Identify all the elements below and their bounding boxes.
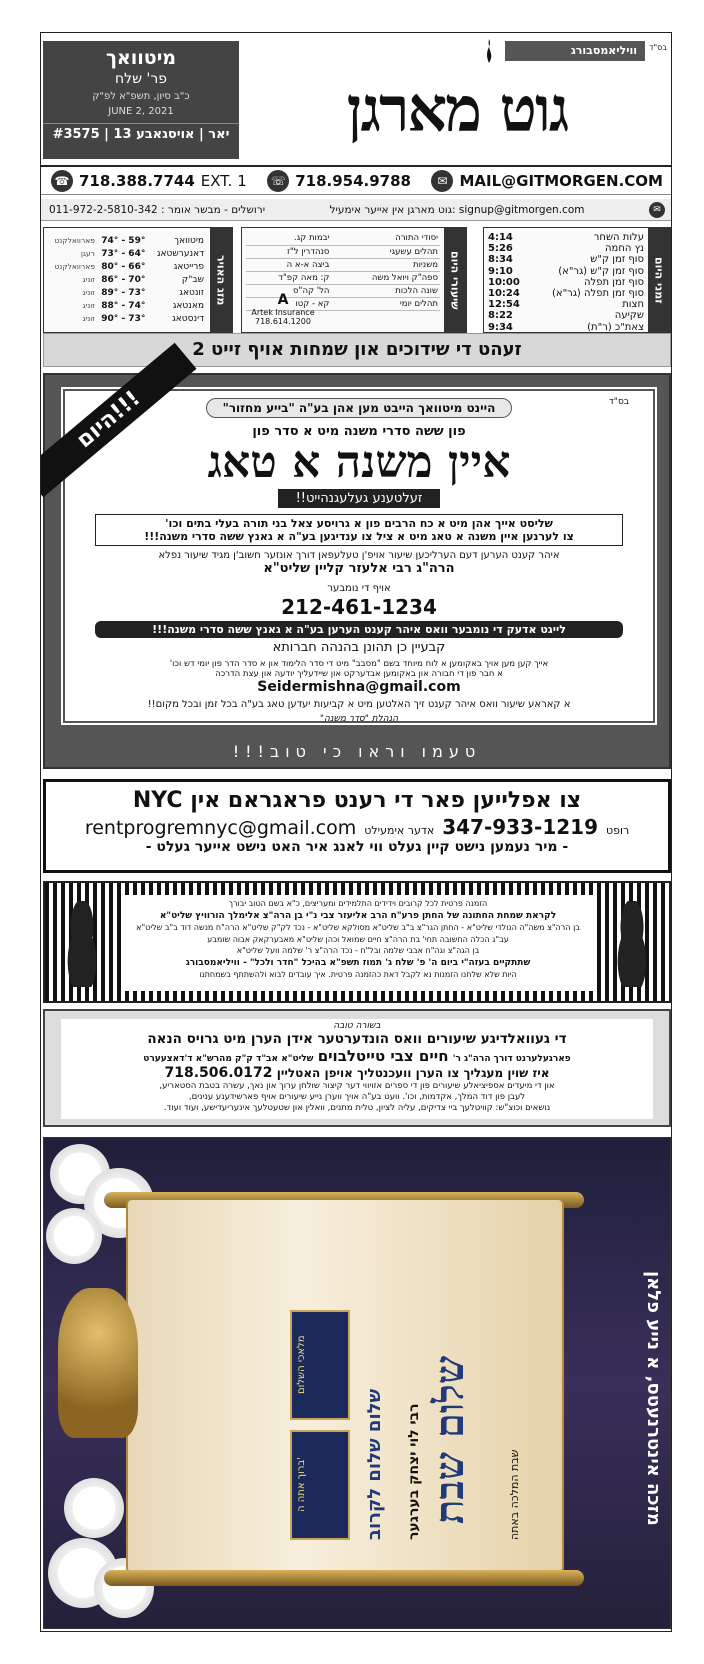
rent-program-ad	[43, 779, 671, 873]
sponsor-icon: A	[277, 292, 289, 308]
zmanim-time: 4:14	[488, 232, 513, 243]
ad4-tiny: בשורה טובה	[333, 1021, 381, 1031]
zmanim-row	[488, 310, 644, 321]
weather-row	[48, 273, 206, 286]
zmanim-label: נץ החמה	[605, 243, 644, 255]
invitation-text	[123, 895, 593, 991]
scroll-parchment	[126, 1198, 564, 1574]
weather-temp: 86° - 70°	[101, 274, 146, 285]
ad1-pill: היינט מיטוואך הייבט מען אהן בע"ה "בייע מחזור"	[206, 398, 513, 418]
inv-line7: היות שלא שלחנו הזמנות נא לקבל דאת כהזמנה פרטית. איך עובדים לבוא ולהשתתף בשמחתנו	[199, 970, 517, 979]
weather-day: מיטוואך	[174, 235, 204, 246]
flame-icon	[481, 39, 497, 63]
shiurim-cell: סנהדרין ל"ז	[246, 245, 331, 258]
ad4-p1: און די מיעדים אספיציאלע שיעורים פון די ספרים אזויווי דער קיצור שולחן ערוך און נאך, עשרה בטבת הסטאריע,	[159, 1081, 555, 1091]
inv-line4: עב"ג הכלה החשובה תחי' בת הרה"צ חיים שמואל וכהן שליט"א מאבערקאק אבוה שומבע	[207, 934, 509, 944]
ad1-subtitle: זעלטענע געלעגנהייט!!	[278, 489, 441, 508]
zmanim-label: חצות	[622, 299, 644, 311]
zmanim-tag: זמני היום	[648, 228, 670, 332]
shiurim-panel	[241, 227, 467, 333]
scroll-box2: ברוך אתה ה'	[290, 1430, 350, 1540]
issue-number: #3575 | 13 יאר | אויסגאבע	[43, 123, 239, 142]
phone-extension: EXT. 1	[200, 171, 247, 190]
shiurim-tag: שיעורי היום	[444, 228, 466, 332]
weather-cond: זוניג	[82, 275, 95, 284]
ad4-n2: שליט"א אב"ד ק"ק מהרש"א ד'דאצעערט	[143, 1054, 314, 1064]
bsd-mark: בס"ד	[649, 43, 667, 52]
ad2-or: אדער אימעילט	[364, 824, 435, 837]
weather-temp: 90° - 73°	[101, 313, 146, 324]
scroll-ad	[43, 1137, 671, 1629]
date-box	[43, 41, 239, 159]
weather-temp: 88° - 74°	[101, 300, 146, 311]
email-address: MAIL@GITMORGEN.COM	[459, 171, 663, 190]
ad2-prefix: רופט	[605, 824, 630, 837]
mail-icon: ✉	[431, 170, 453, 192]
mishna-ad-content	[59, 385, 659, 727]
violin-icon	[57, 901, 107, 987]
ad4-phone[interactable]: 718.506.0172	[164, 1065, 273, 1081]
scroll-title: שלום שבת	[426, 1355, 473, 1525]
shiurim-row	[246, 258, 440, 271]
shiurim-cell: יבמות קג.	[246, 232, 331, 245]
scroll-col2: רבי לוי יצחק בערגער	[406, 1403, 422, 1540]
zmanim-time: 8:34	[488, 254, 513, 266]
phone-primary-number: 718.388.7744	[79, 171, 195, 190]
weather-day: זונטאג	[179, 287, 204, 298]
shiurim-cell: תהלים יומי	[331, 297, 440, 310]
shiurim-cell: ק: מאה קפ"ד	[246, 271, 331, 284]
shidduchim-banner: זעהט די שידוכים און שמחות אויף זייט 2	[43, 333, 671, 367]
zmanim-time: 5:26	[488, 243, 513, 255]
ad2-contact	[46, 815, 668, 839]
scroll-box1: מלאכי השלום	[290, 1310, 350, 1420]
shiurim-cell: יסודי התורה	[331, 232, 440, 245]
shiurim-cell: קא - קטו	[246, 297, 331, 310]
zmanim-row	[488, 322, 644, 333]
ad4-name: חיים צבי טייטלבוים	[317, 1047, 449, 1065]
shiurim-cell: שונה הלכות	[331, 284, 440, 297]
zmanim-time: 12:54	[488, 299, 520, 311]
weather-row	[48, 286, 206, 299]
shiurim-cell: ביצה א-א ה	[246, 258, 331, 271]
masthead-title: גוט מארגן	[346, 73, 568, 146]
inv-line3: בן הרה"צ משה"ה הנולדי שליט"א - החתן הגר"צ ב"ב שליט"א מסולקא שליט"א - נכד לק"ק שליט"א הרה"ח מנשה דוד ב"ב שליט"א	[136, 923, 580, 932]
contact-bar	[41, 165, 672, 195]
ad1-box	[95, 514, 623, 546]
ad4-headline: די געוואלדיגע שיעורים וואס הונדערטער אידן הערן מיט גרויס הנאה	[147, 1031, 567, 1047]
weather-day: שב"ק	[181, 274, 204, 285]
weather-day: דינסטאג	[172, 313, 204, 324]
weather-row	[48, 299, 206, 312]
ad2-headline: צו אפלייען פאר די רענט פראגראם אין NYC	[132, 788, 582, 813]
ad1-headline: איין משנה א טאג	[207, 437, 511, 488]
zmanim-row	[488, 232, 644, 243]
orchid-icon	[46, 1208, 102, 1264]
ad1-info: איהר קענט הערען דעם הערליכען שיעור אויפ'ן טעלעפאן דורך אונזער חשוב'ן מגיד שיעור נפלא	[158, 550, 560, 561]
inv-line1: הזמנה פרטית לכל קרובים וידידים התלמידים ומעריצים, כ"א בשם הטוב יבורך	[228, 899, 488, 908]
ad4-p2: לעבן פון דוד המלך, אקדמות, וכו'. וועט בע"ה אויך ווערן נייע שיעורים אויף פארשידענע ענינים,	[188, 1092, 526, 1102]
ad4-ph-pre: איז שוין מעגליך צו הערן וועכנטליך אויפן האטליין	[276, 1066, 550, 1080]
email-contact[interactable]	[431, 170, 663, 192]
weather-row	[48, 234, 206, 247]
weather-day: דאנערשטאג	[156, 248, 204, 259]
jerusalem-phone: 011-972-2-5810-342 : ירושלים - מבשר אומר	[49, 203, 266, 216]
zmanim-time: 10:00	[488, 276, 520, 288]
weather-temp: 73° - 64°	[101, 248, 146, 259]
shiurim-cell: תהלים עשעגי	[331, 245, 440, 258]
zmanim-label: סוף זמן ק"ש (גר"א)	[558, 265, 644, 277]
zmanim-label: סוף זמן ק"ש	[590, 254, 644, 266]
ad4-rabbi-line	[61, 1047, 653, 1065]
zmanim-time: 8:22	[488, 310, 513, 322]
bsd-mark: בס"ד	[608, 397, 629, 407]
signup-email[interactable]: signup@gitmorgen.com :גוט מארגן אין אייער אימעיל	[329, 203, 585, 216]
ad1-motto: קבעיין כן תהונן בהנהה חברותא	[272, 640, 446, 655]
shiurim-row	[246, 245, 440, 258]
zmanim-list	[488, 232, 644, 333]
weather-panel	[43, 227, 233, 333]
weather-day: מאנטאג	[172, 300, 204, 311]
zmanim-time: 9:34	[488, 321, 513, 333]
weather-row	[48, 260, 206, 273]
zmanim-row	[488, 288, 644, 299]
ad1-box-line2: צו לערנען איין משנה א טאג מיט א ציל צו ענדיגען בע"ה א גאנץ ששה סדרי משנה!!!	[144, 530, 574, 543]
shiurim-cell: הל' קה"ס	[246, 284, 331, 297]
shiurim-hotline-ad	[43, 1009, 671, 1127]
zmanim-row	[488, 243, 644, 254]
ad1-small1: אייך קען מען אויך באקומען א לוח מיוחד בשם "מסבב" מיט די סדר הלימוד און א סדר הדר פון יומי דש וכו'	[169, 659, 549, 669]
ad1-rabbi: הרה"ג רבי אלעזר קליין שליט"א	[263, 561, 455, 576]
weather-cond: רעגן	[80, 249, 95, 258]
weather-tag: מזג האויר	[210, 228, 232, 332]
violin-icon	[607, 901, 657, 987]
newspaper-page	[40, 32, 672, 1632]
mail-icon: ✉	[649, 202, 665, 218]
wedding-invitation-ad	[43, 881, 671, 1003]
ad1-phone[interactable]: 212-461-1234	[281, 595, 437, 619]
weather-cond: פארוואלקנט	[54, 236, 95, 245]
zmanim-label: עלות השחר	[593, 232, 644, 243]
shiurim-cell: משניות	[331, 258, 440, 271]
ad2-email[interactable]: rentprogremnyc@gmail.com	[84, 817, 357, 839]
shiurim-row	[246, 232, 440, 245]
zmanim-label: סוף זמן תפלה	[584, 276, 644, 288]
ad1-email[interactable]: Seidermishna@gmail.com	[257, 679, 461, 695]
inv-line5: בן הגה"צ וגה"ח אבבי שלמה ובל"ח - נכד הרה"צ ר' שלמה וועל שליט"א	[236, 946, 480, 955]
phone-primary[interactable]	[51, 170, 247, 192]
weather-temp: 89° - 73°	[101, 287, 146, 298]
weather-cond: זוניג	[82, 288, 95, 297]
ad4-n1: פארגעלערנט דורך הרה"ג ר'	[452, 1054, 571, 1064]
inv-line6: שתתקיים בעזה"י ביום ה' פ' שלח ג' תמוז תשפ"א בהיכל "חדר ולכל" - וויליאמסבורג	[185, 957, 531, 968]
sponsor-phone: 718.614.1200	[255, 317, 311, 326]
today-ribbon: היום!!!	[40, 343, 197, 498]
ad4-p3: נושאים וכוצ"ש: קוויטלעך ביי צדיקים, עליה לציון, טלית מתנים, וואלין און שטעטלעך אינעריעדישע, ועוד ועוד.	[163, 1103, 551, 1113]
weather-cond: פארוואלקנט	[54, 262, 95, 271]
phone-icon: ☎	[51, 170, 73, 192]
scroll-rod-bottom	[104, 1570, 584, 1586]
zmanim-panel	[483, 227, 671, 333]
parsha: פר' שלח	[115, 71, 167, 87]
zmanim-row	[488, 277, 644, 288]
weather-day: פרייטאג	[173, 261, 204, 272]
weekday: מיטוואך	[105, 47, 177, 69]
ad1-phone-label: אויף די נומבער	[327, 583, 391, 594]
weather-row	[48, 312, 206, 325]
zmanim-time: 10:24	[488, 288, 520, 300]
ad4-phone-line	[61, 1065, 653, 1081]
scroll-col4: שבת המלכה באתה	[508, 1449, 521, 1540]
ad1-darkbar: לייגט אדעק די נומבער וואס איהר קענט הערען בע"ה א גאנץ ששה סדרי משנה!!!	[95, 621, 623, 638]
weather-temp: 74° - 59°	[101, 235, 146, 246]
zmanim-label: צאת"כ (ר"ת)	[587, 321, 644, 333]
ad2-bottom: - מיר נעמען נישט קיין געלט ווי לאנג איר האט נישט אייער געלט -	[145, 839, 569, 855]
inv-line2: לקראת שמחת החתונה של החתן פרע"ח הרב אליעזר צבי נ"י בן הרה"צ אלימלך הורוויץ שליט"א	[159, 910, 557, 921]
phone-secondary-number: 718.954.9788	[295, 171, 411, 190]
weather-cond: זוניג	[82, 314, 95, 323]
ad1-signature: הנהלת "סדר משנה"	[319, 714, 399, 724]
masthead-header	[41, 33, 672, 163]
weather-temp: 80° - 66°	[101, 261, 146, 272]
zmanim-row	[488, 254, 644, 265]
ad1-small3: א קאראע שיעור וואס איהר קענט זיך האלטען מיט א קביעות יעדען טאג בע"ה בכל זמן ובכל מקום!!	[147, 699, 571, 710]
sponsor-logo	[248, 292, 318, 326]
ad1-box-line1: שליסט אייך אהן מיט א כח הרבים פון א גרויסע צאל בני תורה בעלי בתים וכו'	[165, 517, 553, 530]
orchid-icon	[64, 1478, 124, 1538]
ad1-footer: טעמו וראו כי טוב!!!	[232, 742, 482, 761]
ad1-small2: א חבר פון די חבורה און באקומען אבדערקט און שיידעליך יודעה און עצת הדרכה	[215, 669, 503, 679]
sponsor-name: Artek Insurance	[251, 308, 315, 317]
zmanim-row	[488, 266, 644, 277]
fax-icon: ☏	[267, 170, 289, 192]
scroll-side-text: מזכה אינטרנעטס, א נייע פלאן	[643, 1270, 664, 1526]
scroll-col1: שלום שלום לקרוב	[364, 1388, 385, 1540]
zmanim-time: 9:10	[488, 265, 513, 277]
weather-row	[48, 247, 206, 260]
zmanim-row	[488, 299, 644, 310]
shiurim-cell: ספה"ק ויואל משה	[331, 271, 440, 284]
zmanim-label: שקיעה	[614, 310, 644, 322]
torah-crown-icon	[58, 1288, 138, 1438]
ad1-line1: פון ששה סדרי משנה מיט א סדר פון	[252, 424, 466, 439]
weather-cond: זוניג	[82, 301, 95, 310]
hebrew-date: כ"ב סיון, תשפ"א לפ"ק	[92, 91, 190, 102]
ad2-phone[interactable]: 347-933-1219	[442, 815, 598, 839]
hotline-content	[61, 1019, 653, 1119]
weather-table	[48, 234, 206, 325]
info-panels	[43, 227, 671, 337]
zmanim-label: סוף זמן תפלה (גר"א)	[551, 288, 644, 300]
subscription-line	[41, 199, 672, 221]
shiurim-row	[246, 271, 440, 284]
mishna-ad	[43, 373, 671, 769]
edition-label: וויליאמסבורג	[505, 41, 645, 61]
english-date: JUNE 2, 2021	[108, 106, 174, 117]
phone-secondary[interactable]	[267, 170, 411, 192]
